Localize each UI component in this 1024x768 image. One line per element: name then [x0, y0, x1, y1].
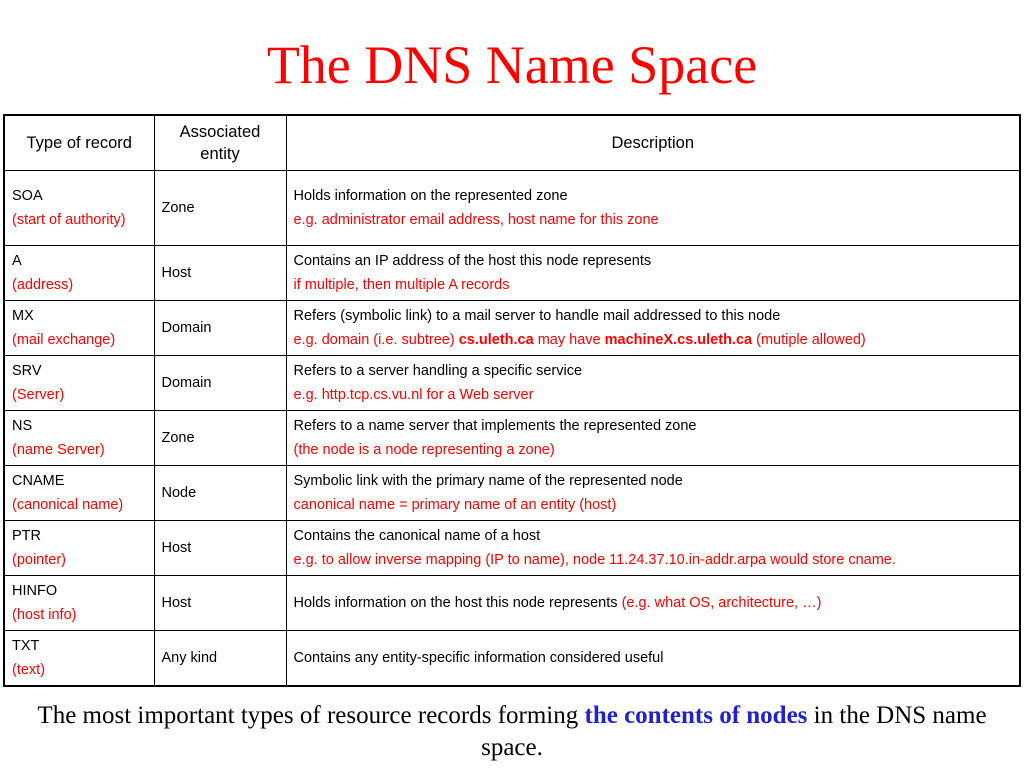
entity-cell: Domain — [154, 356, 286, 411]
table-row — [4, 631, 1020, 687]
resource-records-table — [3, 114, 1021, 687]
entity-cell: Node — [154, 466, 286, 521]
description-cell: Contains any entity-specific information considered useful — [286, 631, 1020, 687]
entity-cell: Domain — [154, 301, 286, 356]
description-text: Symbolic link with the primary name of the represented node — [293, 473, 683, 489]
description-text: Refers (symbolic link) to a mail server to handle mail addressed to this node — [293, 308, 781, 324]
record-type-note: (start of authority) — [12, 212, 126, 228]
record-type-cell — [4, 171, 154, 246]
description-note — [294, 331, 1013, 349]
table-row — [4, 521, 1020, 576]
table-row — [4, 246, 1020, 301]
host-name-highlight: machineX.cs.uleth.ca — [604, 332, 753, 348]
entity-cell: Zone — [154, 411, 286, 466]
entity-cell: Any kind — [154, 631, 286, 687]
record-type: SRV — [12, 363, 42, 379]
record-type-cell — [4, 301, 154, 356]
record-type-note: (text) — [12, 662, 46, 678]
description-note: e.g. http.tcp.cs.vu.nl for a Web server — [293, 387, 534, 403]
record-type-note: (name Server) — [12, 442, 105, 458]
record-type-cell — [4, 246, 154, 301]
caption-text: The most important types of resource records forming — [37, 702, 585, 729]
table-header-row — [4, 115, 1020, 171]
entity-cell: Host — [154, 246, 286, 301]
description-text: Contains the canonical name of a host — [293, 528, 541, 544]
record-type-cell — [4, 631, 154, 687]
description-cell — [286, 521, 1020, 576]
entity-cell: Host — [154, 576, 286, 631]
record-type-cell — [4, 576, 154, 631]
description-cell — [286, 301, 1020, 356]
record-type: SOA — [12, 188, 43, 204]
description-note: (the node is a node representing a zone) — [293, 442, 555, 458]
record-type-note: (Server) — [12, 387, 65, 403]
description-cell — [286, 171, 1020, 246]
description-note-part: (mutiple allowed) — [752, 332, 866, 348]
description-text: Refers to a server handling a specific service — [293, 363, 583, 379]
table-row — [4, 171, 1020, 246]
description-note-part: may have — [533, 332, 605, 348]
description-inline-note: (e.g. what OS, architecture, …) — [621, 595, 822, 611]
description-cell — [286, 576, 1020, 631]
record-type: TXT — [12, 638, 40, 654]
description-note: e.g. administrator email address, host name for this zone — [293, 212, 659, 228]
description-text: Contains an IP address of the host this node represents — [293, 253, 652, 269]
record-type: NS — [12, 418, 33, 434]
table-row — [4, 301, 1020, 356]
description-cell — [286, 411, 1020, 466]
page-title: The DNS Name Space — [266, 35, 758, 95]
description-text: Holds information on the represented zone — [293, 188, 568, 204]
description-note-part: e.g. domain (i.e. subtree) — [293, 332, 459, 348]
description-cell — [286, 356, 1020, 411]
caption-emphasis: the contents of nodes — [584, 702, 808, 729]
record-type-note: (canonical name) — [12, 497, 124, 513]
caption-text: in the DNS name space. — [481, 702, 987, 761]
record-type-cell — [4, 411, 154, 466]
table-row — [4, 356, 1020, 411]
record-type-cell — [4, 356, 154, 411]
table-row — [4, 576, 1020, 631]
description-cell — [286, 466, 1020, 521]
record-type: A — [12, 253, 22, 269]
record-type-note: (pointer) — [12, 552, 66, 568]
entity-cell: Zone — [154, 171, 286, 246]
column-header-type: Type of record — [4, 115, 154, 171]
record-type: CNAME — [12, 473, 65, 489]
record-type-note: (mail exchange) — [12, 332, 116, 348]
description-text: Refers to a name server that implements the represented zone — [293, 418, 697, 434]
record-type: PTR — [12, 528, 41, 544]
description-cell — [286, 246, 1020, 301]
record-type: MX — [12, 308, 34, 324]
slide-caption — [20, 700, 1004, 764]
table-row — [4, 466, 1020, 521]
record-type-cell — [4, 521, 154, 576]
record-type-note: (host info) — [12, 607, 77, 623]
column-header-entity: Associated entity — [154, 115, 286, 171]
record-type-note: (address) — [12, 277, 74, 293]
table-row — [4, 411, 1020, 466]
domain-name-highlight: cs.uleth.ca — [458, 332, 534, 348]
record-type-cell — [4, 466, 154, 521]
column-header-description: Description — [286, 115, 1020, 171]
record-type: HINFO — [12, 583, 58, 599]
description-note: e.g. to allow inverse mapping (IP to name), node 11.24.37.10.in-addr.arpa would store cname. — [293, 552, 896, 568]
description-text: Holds information on the host this node represents — [293, 595, 622, 611]
entity-cell: Host — [154, 521, 286, 576]
description-note: canonical name = primary name of an entity (host) — [293, 497, 617, 513]
description-note: if multiple, then multiple A records — [293, 277, 510, 293]
